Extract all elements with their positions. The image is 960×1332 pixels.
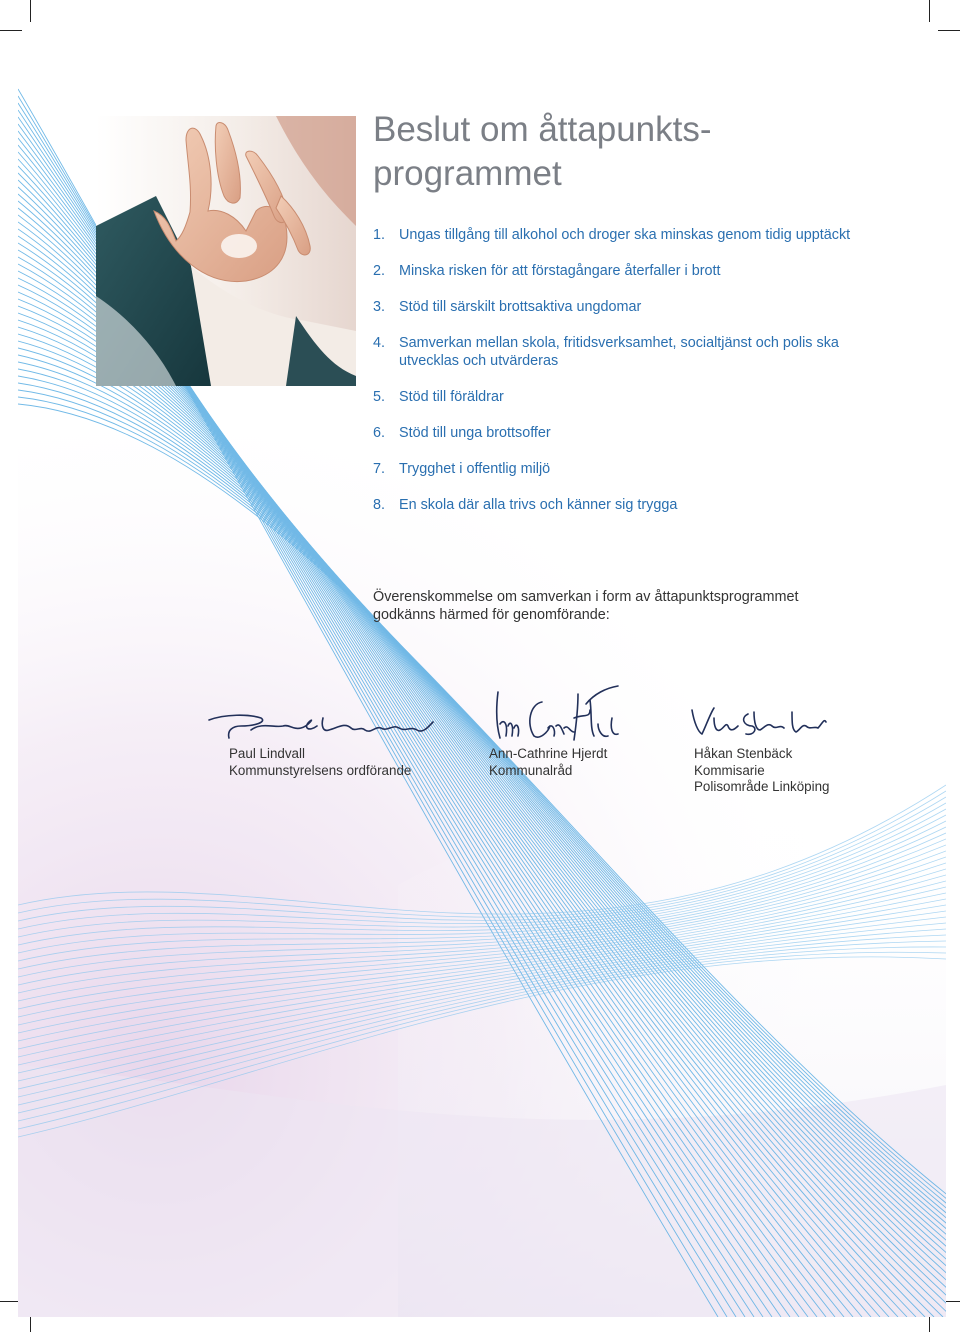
signer-org: Polisområde Linköping [694, 779, 830, 794]
goal-text: Stöd till unga brottsoffer [399, 425, 551, 441]
goal-text: Samverkan mellan skola, fritidsverksamhet, socialtjänst och polis ska utvecklas och utvärderas [399, 335, 839, 369]
title-line-2: programmet [373, 154, 562, 193]
signer-hakan-stenback [694, 746, 829, 796]
signer-name: Håkan Stenbäck [694, 746, 793, 761]
goal-text: Ungas tillgång till alkohol och droger ska minskas genom tidig upptäckt [399, 227, 851, 243]
signer-name: Ann-Cathrine Hjerdt [489, 746, 608, 761]
signature-ann-cathrine-hjerdt [490, 684, 622, 744]
signer-paul-lindvall [229, 746, 411, 779]
goal-text: Stöd till föräldrar [399, 389, 504, 405]
crop-mark [30, 0, 31, 22]
goal-number: 4. [373, 335, 386, 351]
signature-paul-lindvall [205, 708, 435, 742]
goal-number: 2. [373, 263, 386, 279]
goal-item [373, 460, 853, 478]
goal-text: Stöd till särskilt brottsaktiva ungdomar [399, 299, 642, 315]
goal-number: 5. [373, 389, 386, 405]
signer-role: Kommunstyrelsens ordförande [229, 762, 412, 778]
goal-number: 7. [373, 461, 386, 477]
title-line-1: Beslut om åttapunkts- [373, 110, 712, 149]
crop-mark [938, 30, 960, 31]
crop-mark [0, 30, 22, 31]
goal-list [373, 226, 853, 532]
signer-role: Kommisarie [694, 762, 765, 778]
goal-item [373, 334, 853, 370]
crop-mark [929, 0, 930, 22]
agreement-text: Överenskommelse om samverkan i form av åttapunktsprogrammet godkänns härmed för genomförande: [373, 589, 799, 623]
hand-ok-photo [96, 116, 356, 386]
goal-number: 3. [373, 299, 386, 315]
goal-item [373, 298, 853, 316]
goal-text: Minska risken för att förstagångare återfaller i brott [399, 263, 721, 279]
goal-number: 1. [373, 227, 386, 243]
page-title [373, 108, 712, 196]
signer-name: Paul Lindvall [229, 746, 305, 761]
goal-number: 6. [373, 425, 386, 441]
goal-item [373, 262, 853, 280]
goal-number: 8. [373, 497, 386, 513]
goal-text: En skola där alla trivs och känner sig trygga [399, 497, 678, 513]
signer-role: Kommunalråd [489, 762, 573, 778]
signer-ann-cathrine-hjerdt [489, 746, 607, 779]
goal-text: Trygghet i offentlig miljö [399, 461, 551, 477]
signature-hakan-stenback [688, 704, 828, 740]
goal-item [373, 388, 853, 406]
goal-item [373, 226, 853, 244]
goal-item [373, 424, 853, 442]
goal-item [373, 496, 853, 514]
